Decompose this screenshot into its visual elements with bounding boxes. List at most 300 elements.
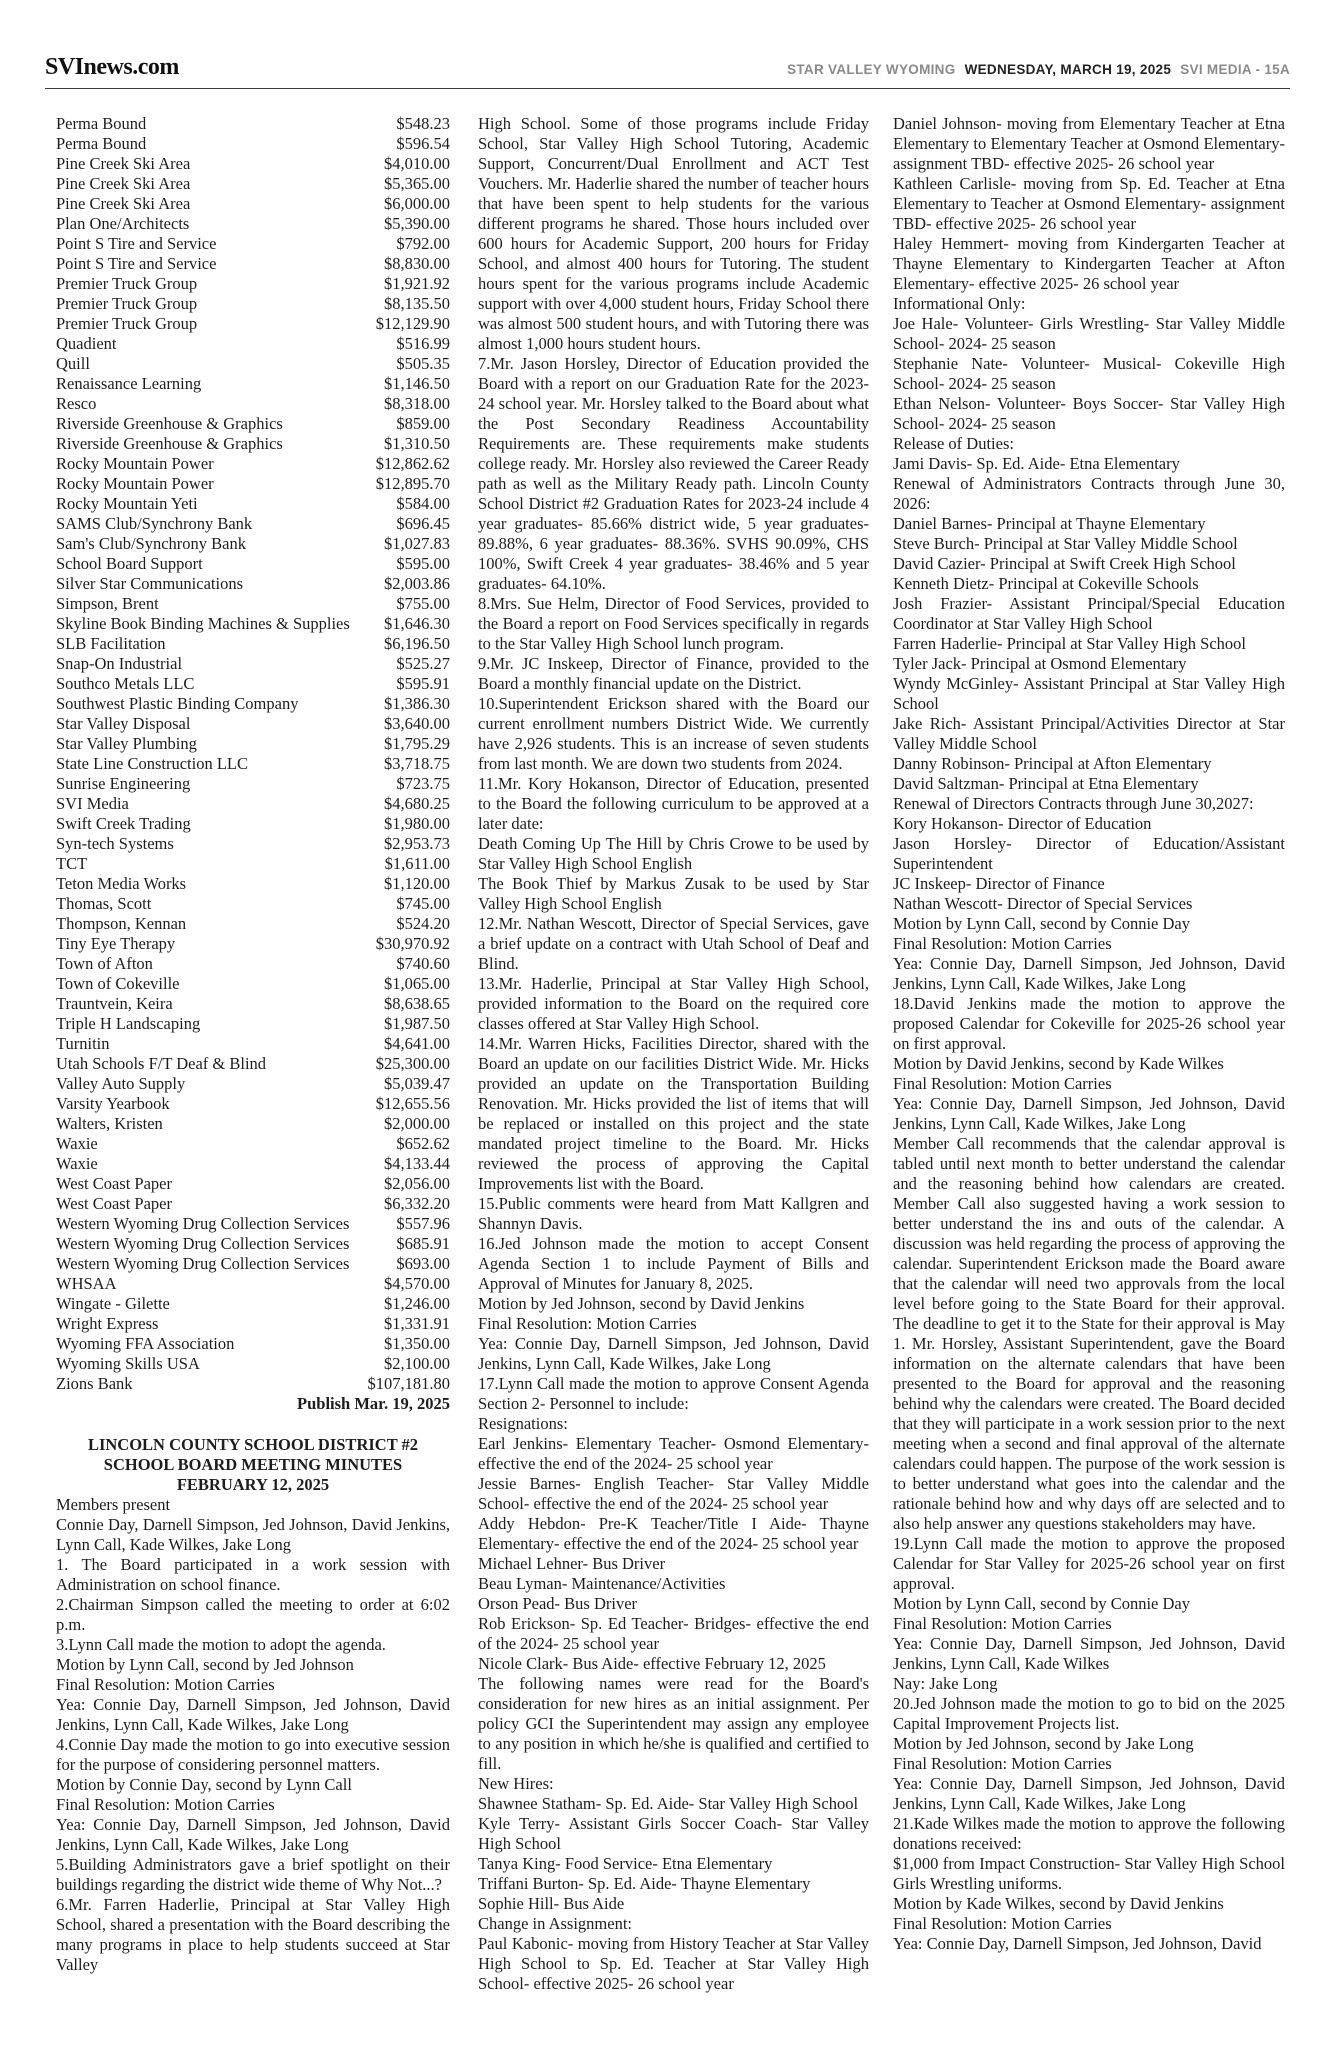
minutes-paragraph: 15.Public comments were heard from Matt Kallgren and Shannyn Davis. xyxy=(478,1194,869,1233)
bill-row xyxy=(56,954,450,974)
bill-row xyxy=(56,634,450,654)
minutes-title-line: SCHOOL BOARD MEETING MINUTES xyxy=(103,1455,403,1474)
vendor-name: Simpson, Brent xyxy=(56,594,159,613)
vendor-name: Walters, Kristen xyxy=(56,1114,163,1133)
bill-amount: $1,146.50 xyxy=(384,374,450,393)
vendor-name: Perma Bound xyxy=(56,114,147,133)
minutes-paragraph: Yea: Connie Day, Darnell Simpson, Jed Johnson, David Jenkins, Lynn Call, Kade Wilkes, Jake Long xyxy=(56,1695,450,1734)
bill-amount: $8,318.00 xyxy=(384,394,450,413)
vendor-name: Point S Tire and Service xyxy=(56,254,217,273)
bill-row xyxy=(56,594,450,614)
masthead xyxy=(787,62,1290,77)
bill-row xyxy=(56,274,450,294)
minutes-paragraph: Danny Robinson- Principal at Afton Elementary xyxy=(893,754,1212,773)
bill-row xyxy=(56,394,450,414)
minutes-paragraph: David Saltzman- Principal at Etna Elementary xyxy=(893,774,1199,793)
bill-amount: $859.00 xyxy=(396,414,450,433)
bill-row xyxy=(56,874,450,894)
bill-row xyxy=(56,794,450,814)
minutes-paragraph: Kenneth Dietz- Principal at Cokeville Schools xyxy=(893,574,1199,593)
minutes-paragraph: Final Resolution: Motion Carries xyxy=(56,1795,275,1814)
bill-row xyxy=(56,1274,450,1294)
vendor-name: Pine Creek Ski Area xyxy=(56,174,191,193)
minutes-paragraph: Connie Day, Darnell Simpson, Jed Johnson, David Jenkins, Lynn Call, Kade Wilkes, Jake Long xyxy=(56,1515,450,1554)
vendor-name: Perma Bound xyxy=(56,134,147,153)
vendor-name: Renaissance Learning xyxy=(56,374,202,393)
bill-row xyxy=(56,114,450,134)
bill-amount: $723.75 xyxy=(396,774,450,793)
minutes-paragraph: Motion by David Jenkins, second by Kade Wilkes xyxy=(893,1054,1224,1073)
minutes-paragraph: Motion by Jed Johnson, second by Jake Long xyxy=(893,1734,1194,1753)
bill-row xyxy=(56,214,450,234)
bill-amount: $8,135.50 xyxy=(384,294,450,313)
vendor-name: SLB Facilitation xyxy=(56,634,166,653)
minutes-paragraph: Final Resolution: Motion Carries xyxy=(893,1614,1112,1633)
bill-amount: $4,010.00 xyxy=(384,154,450,173)
bill-amount: $5,365.00 xyxy=(384,174,450,193)
minutes-title xyxy=(56,1435,450,1495)
minutes-paragraph: Yea: Connie Day, Darnell Simpson, Jed Johnson, David Jenkins, Lynn Call, Kade Wilkes, Jake Long xyxy=(893,1094,1285,1133)
vendor-name: Swift Creek Trading xyxy=(56,814,191,833)
minutes-paragraph: Kory Hokanson- Director of Education xyxy=(893,814,1152,833)
bill-amount: $4,133.44 xyxy=(384,1154,450,1173)
bill-row xyxy=(56,994,450,1014)
minutes-paragraph: Motion by Connie Day, second by Lynn Call xyxy=(56,1775,352,1794)
bill-row xyxy=(56,1174,450,1194)
bill-amount: $12,862.62 xyxy=(375,454,450,473)
vendor-name: Thompson, Kennan xyxy=(56,914,187,933)
publish-line: Publish Mar. 19, 2025 xyxy=(297,1394,450,1413)
bill-row xyxy=(56,1314,450,1334)
vendor-name: Snap-On Industrial xyxy=(56,654,183,673)
minutes-paragraph: Nay: Jake Long xyxy=(893,1674,998,1693)
minutes-paragraph: Renewal of Administrators Contracts through June 30, 2026: xyxy=(893,474,1285,513)
minutes-paragraph: Wyndy McGinley- Assistant Principal at Star Valley High School xyxy=(893,674,1285,713)
bill-amount: $755.00 xyxy=(396,594,450,613)
minutes-paragraph: Stephanie Nate- Volunteer- Musical- Cokeville High School- 2024- 25 season xyxy=(893,354,1285,393)
bill-amount: $524.20 xyxy=(396,914,450,933)
bill-amount: $693.00 xyxy=(396,1254,450,1273)
vendor-name: Triple H Landscaping xyxy=(56,1014,201,1033)
bill-row xyxy=(56,454,450,474)
bill-amount: $525.27 xyxy=(396,654,450,673)
bill-amount: $1,027.83 xyxy=(384,534,450,553)
bill-row xyxy=(56,1094,450,1114)
column-middle xyxy=(478,114,869,1994)
vendor-name: Trauntvein, Keira xyxy=(56,994,173,1013)
column-right xyxy=(893,114,1285,1954)
minutes-paragraph: Change in Assignment: xyxy=(478,1914,632,1933)
bill-amount: $696.45 xyxy=(396,514,450,533)
vendor-name: Plan One/Architects xyxy=(56,214,190,233)
bill-row xyxy=(56,974,450,994)
minutes-paragraph: 5.Building Administrators gave a brief spotlight on their buildings regarding the district wide theme of Why Not...? xyxy=(56,1855,450,1894)
minutes-paragraph: Kyle Terry- Assistant Girls Soccer Coach- Star Valley High School xyxy=(478,1814,869,1853)
bill-row xyxy=(56,414,450,434)
bill-amount: $107,181.80 xyxy=(367,1374,450,1393)
bill-amount: $4,641.00 xyxy=(384,1034,450,1053)
vendor-name: Tiny Eye Therapy xyxy=(56,934,176,953)
bill-row xyxy=(56,574,450,594)
minutes-paragraph: 1. The Board participated in a work session with Administration on school finance. xyxy=(56,1555,450,1594)
minutes-paragraph: The Book Thief by Markus Zusak to be used by Star Valley High School English xyxy=(478,874,869,913)
bill-amount: $5,390.00 xyxy=(384,214,450,233)
vendor-name: Point S Tire and Service xyxy=(56,234,217,253)
vendor-name: Valley Auto Supply xyxy=(56,1074,186,1093)
column-left xyxy=(56,114,450,1975)
bill-row xyxy=(56,814,450,834)
vendor-name: Premier Truck Group xyxy=(56,314,198,333)
bill-row xyxy=(56,934,450,954)
vendor-name: Premier Truck Group xyxy=(56,274,198,293)
bill-amount: $1,987.50 xyxy=(384,1014,450,1033)
minutes-paragraph: Daniel Johnson- moving from Elementary Teacher at Etna Elementary to Elementary Teacher at Osmond Elementary- assignment TBD- effective 2025- 26 school year xyxy=(893,114,1285,173)
vendor-name: Star Valley Disposal xyxy=(56,714,191,733)
masthead-date: WEDNESDAY, MARCH 19, 2025 xyxy=(964,62,1172,77)
minutes-title-line: LINCOLN COUNTY SCHOOL DISTRICT #2 xyxy=(87,1435,419,1454)
bill-row xyxy=(56,1014,450,1034)
vendor-name: WHSAA xyxy=(56,1274,117,1293)
bill-amount: $745.00 xyxy=(396,894,450,913)
bill-row xyxy=(56,474,450,494)
bill-row xyxy=(56,1114,450,1134)
bill-amount: $1,980.00 xyxy=(384,814,450,833)
vendor-name: Southco Metals LLC xyxy=(56,674,195,693)
bill-row xyxy=(56,1154,450,1174)
bill-row xyxy=(56,694,450,714)
bill-amount: $1,921.92 xyxy=(384,274,450,293)
bill-amount: $6,332.20 xyxy=(384,1194,450,1213)
vendor-name: Quill xyxy=(56,354,90,373)
bill-amount: $1,646.30 xyxy=(384,614,450,633)
bills-list xyxy=(56,114,450,1394)
bill-row xyxy=(56,614,450,634)
vendor-name: Western Wyoming Drug Collection Services xyxy=(56,1234,350,1253)
bill-row xyxy=(56,1214,450,1234)
vendor-name: Sam's Club/Synchrony Bank xyxy=(56,534,246,553)
vendor-name: Riverside Greenhouse & Graphics xyxy=(56,414,283,433)
minutes-paragraph: Beau Lyman- Maintenance/Activities xyxy=(478,1574,726,1593)
bill-amount: $792.00 xyxy=(396,234,450,253)
minutes-paragraph: Ethan Nelson- Volunteer- Boys Soccer- Star Valley High School- 2024- 25 season xyxy=(893,394,1285,433)
vendor-name: Town of Afton xyxy=(56,954,153,973)
vendor-name: Turnitin xyxy=(56,1034,110,1053)
bill-row xyxy=(56,314,450,334)
bill-row xyxy=(56,1334,450,1354)
minutes-paragraph: Death Coming Up The Hill by Chris Crowe to be used by Star Valley High School English xyxy=(478,834,869,873)
bill-row xyxy=(56,154,450,174)
bill-amount: $12,895.70 xyxy=(375,474,450,493)
bill-row xyxy=(56,714,450,734)
minutes-paragraph: 21.Kade Wilkes made the motion to approve the following donations received: xyxy=(893,1814,1285,1853)
bill-amount: $2,000.00 xyxy=(384,1114,450,1133)
minutes-paragraph: JC Inskeep- Director of Finance xyxy=(893,874,1105,893)
bill-row xyxy=(56,514,450,534)
bill-amount: $584.00 xyxy=(396,494,450,513)
bill-amount: $1,331.91 xyxy=(384,1314,450,1333)
bill-row xyxy=(56,1194,450,1214)
vendor-name: Utah Schools F/T Deaf & Blind xyxy=(56,1054,267,1073)
bill-amount: $6,000.00 xyxy=(384,194,450,213)
bill-amount: $3,718.75 xyxy=(384,754,450,773)
minutes-paragraph: Earl Jenkins- Elementary Teacher- Osmond Elementary- effective the end of the 2024- 25 school year xyxy=(478,1434,869,1473)
minutes-paragraph: Motion by Lynn Call, second by Jed Johnson xyxy=(56,1655,354,1674)
bill-row xyxy=(56,1234,450,1254)
minutes-paragraph: Haley Hemmert- moving from Kindergarten Teacher at Thayne Elementary to Kindergarten Teacher at Afton Elementary- effective 2025- 26 school year xyxy=(893,234,1285,293)
bill-row xyxy=(56,1254,450,1274)
bill-amount: $1,310.50 xyxy=(384,434,450,453)
minutes-title-line: FEBRUARY 12, 2025 xyxy=(176,1475,330,1494)
minutes-paragraph: Motion by Kade Wilkes, second by David Jenkins xyxy=(893,1894,1224,1913)
minutes-paragraph: 16.Jed Johnson made the motion to accept Consent Agenda Section 1 to include Payment of Bills and Approval of Minutes for January 8, 2025. xyxy=(478,1234,869,1293)
vendor-name: Rocky Mountain Yeti xyxy=(56,494,198,513)
minutes-paragraph: Final Resolution: Motion Carries xyxy=(893,1754,1112,1773)
bill-row xyxy=(56,1034,450,1054)
minutes-paragraph: 4.Connie Day made the motion to go into executive session for the purpose of considering personnel matters. xyxy=(56,1735,450,1774)
minutes-left-text xyxy=(56,1495,450,1975)
bill-amount: $1,246.00 xyxy=(384,1294,450,1313)
vendor-name: Premier Truck Group xyxy=(56,294,198,313)
minutes-paragraph: Resignations: xyxy=(478,1414,568,1433)
minutes-paragraph: Yea: Connie Day, Darnell Simpson, Jed Johnson, David Jenkins, Lynn Call, Kade Wilkes xyxy=(893,1634,1285,1673)
minutes-paragraph: Jake Rich- Assistant Principal/Activities Director at Star Valley Middle School xyxy=(893,714,1285,753)
minutes-paragraph: 6.Mr. Farren Haderlie, Principal at Star Valley High School, shared a presentation with the Board describing the many programs in place to help students succeed at Star Valley xyxy=(56,1895,450,1974)
minutes-paragraph: Final Resolution: Motion Carries xyxy=(56,1675,275,1694)
minutes-paragraph: David Cazier- Principal at Swift Creek High School xyxy=(893,554,1236,573)
bill-row xyxy=(56,1074,450,1094)
vendor-name: Town of Cokeville xyxy=(56,974,180,993)
bill-amount: $652.62 xyxy=(396,1134,450,1153)
bill-amount: $505.35 xyxy=(396,354,450,373)
bill-amount: $2,953.73 xyxy=(384,834,450,853)
bill-amount: $595.91 xyxy=(396,674,450,693)
bill-row xyxy=(56,1134,450,1154)
bill-row xyxy=(56,174,450,194)
bill-amount: $30,970.92 xyxy=(375,934,450,953)
minutes-paragraph: 2.Chairman Simpson called the meeting to order at 6:02 p.m. xyxy=(56,1595,450,1634)
bill-row xyxy=(56,674,450,694)
vendor-name: Wright Express xyxy=(56,1314,159,1333)
bill-amount: $740.60 xyxy=(396,954,450,973)
bill-row xyxy=(56,774,450,794)
bill-row xyxy=(56,234,450,254)
bill-amount: $2,056.00 xyxy=(384,1174,450,1193)
bill-row xyxy=(56,854,450,874)
minutes-paragraph: Shawnee Statham- Sp. Ed. Aide- Star Valley High School xyxy=(478,1794,859,1813)
vendor-name: School Board Support xyxy=(56,554,203,573)
vendor-name: Star Valley Plumbing xyxy=(56,734,197,753)
minutes-paragraph: Informational Only: xyxy=(893,294,1026,313)
bill-row xyxy=(56,434,450,454)
masthead-page: SVI MEDIA - 15A xyxy=(1180,62,1290,77)
bill-row xyxy=(56,654,450,674)
bill-amount: $1,795.29 xyxy=(384,734,450,753)
minutes-paragraph: 9.Mr. JC Inskeep, Director of Finance, provided to the Board a monthly financial update on the District. xyxy=(478,654,869,693)
minutes-paragraph: Jason Horsley- Director of Education/Assistant Superintendent xyxy=(893,834,1285,873)
vendor-name: West Coast Paper xyxy=(56,1174,172,1193)
minutes-paragraph: Michael Lehner- Bus Driver xyxy=(478,1554,666,1573)
minutes-paragraph: Jessie Barnes- English Teacher- Star Valley Middle School- effective the end of the 2024- 25 school year xyxy=(478,1474,869,1513)
minutes-paragraph: New Hires: xyxy=(478,1774,554,1793)
bill-row xyxy=(56,374,450,394)
bill-row xyxy=(56,494,450,514)
minutes-paragraph: The following names were read for the Board's consideration for new hires as an initial assignment. Per policy GCI the Superintendent may assign any employee to any position in which he/she is qualified and certified to fill. xyxy=(478,1674,869,1773)
vendor-name: Waxie xyxy=(56,1134,98,1153)
minutes-paragraph: 12.Mr. Nathan Wescott, Director of Special Services, gave a brief update on a contract with Utah School of Deaf and Blind. xyxy=(478,914,869,973)
minutes-paragraph: Steve Burch- Principal at Star Valley Middle School xyxy=(893,534,1238,553)
bill-row xyxy=(56,134,450,154)
site-logo: SVInews.com xyxy=(45,54,179,80)
minutes-paragraph: 8.Mrs. Sue Helm, Director of Food Services, provided to the Board a report on Food Services specifically in regards to the Star Valley High School lunch program. xyxy=(478,594,869,653)
bill-row xyxy=(56,914,450,934)
vendor-name: SVI Media xyxy=(56,794,129,813)
minutes-paragraph: Josh Frazier- Assistant Principal/Special Education Coordinator at Star Valley High School xyxy=(893,594,1285,633)
minutes-paragraph: Motion by Jed Johnson, second by David Jenkins xyxy=(478,1294,805,1313)
minutes-paragraph: Addy Hebdon- Pre-K Teacher/Title I Aide- Thayne Elementary- effective the end of the 2024- 25 school year xyxy=(478,1514,869,1553)
bill-amount: $4,570.00 xyxy=(384,1274,450,1293)
bill-amount: $1,065.00 xyxy=(384,974,450,993)
bill-amount: $2,003.86 xyxy=(384,574,450,593)
minutes-paragraph: Tyler Jack- Principal at Osmond Elementary xyxy=(893,654,1187,673)
bill-amount: $6,196.50 xyxy=(384,634,450,653)
vendor-name: Rocky Mountain Power xyxy=(56,454,214,473)
bill-row xyxy=(56,534,450,554)
bill-amount: $1,350.00 xyxy=(384,1334,450,1353)
minutes-paragraph: Paul Kabonic- moving from History Teacher at Star Valley High School to Sp. Ed. Teacher at Star Valley High School- effective 2025- 26 school year xyxy=(478,1934,869,1993)
bill-amount: $1,120.00 xyxy=(384,874,450,893)
minutes-paragraph: Yea: Connie Day, Darnell Simpson, Jed Johnson, David Jenkins, Lynn Call, Kade Wilkes, Jake Long xyxy=(478,1334,869,1373)
bill-amount: $5,039.47 xyxy=(384,1074,450,1093)
vendor-name: Varsity Yearbook xyxy=(56,1094,170,1113)
bill-row xyxy=(56,334,450,354)
bill-amount: $3,640.00 xyxy=(384,714,450,733)
vendor-name: Western Wyoming Drug Collection Services xyxy=(56,1254,350,1273)
vendor-name: Resco xyxy=(56,394,97,413)
bill-amount: $685.91 xyxy=(396,1234,450,1253)
header-divider xyxy=(45,88,1290,89)
bill-amount: $596.54 xyxy=(396,134,450,153)
bill-amount: $548.23 xyxy=(396,114,450,133)
bill-row xyxy=(56,1374,450,1394)
minutes-paragraph: 18.David Jenkins made the motion to approve the proposed Calendar for Cokeville for 2025-26 school year on first approval. xyxy=(893,994,1285,1053)
bill-row xyxy=(56,554,450,574)
minutes-paragraph: Nathan Wescott- Director of Special Services xyxy=(893,894,1193,913)
minutes-paragraph: Final Resolution: Motion Carries xyxy=(893,934,1112,953)
minutes-paragraph: 7.Mr. Jason Horsley, Director of Education provided the Board with a report on our Graduation Rate for the 2023-24 school year. Mr. Horsley talked to the Board about what the Post Secondary Readiness Accountability Requirements are. These requirements make students college ready. Mr. Horsley also reviewed the Career Ready path as well as the Military Ready path. Lincoln County School District #2 Graduation Rates for 2023-24 include 4 year graduates- 85.66% district wide, 5 year graduates- 89.88%, 6 year graduates- 88.36%. SVHS 90.09%, CHS 100%, Swift Creek 4 year graduates- 38.46% and 5 year graduates- 64.10%. xyxy=(478,354,869,593)
bill-amount: $8,638.65 xyxy=(384,994,450,1013)
minutes-paragraph: Farren Haderlie- Principal at Star Valley High School xyxy=(893,634,1246,653)
minutes-paragraph: Joe Hale- Volunteer- Girls Wrestling- Star Valley Middle School- 2024- 25 season xyxy=(893,314,1285,353)
vendor-name: Western Wyoming Drug Collection Services xyxy=(56,1214,350,1233)
bill-amount: $12,129.90 xyxy=(375,314,450,333)
vendor-name: TCT xyxy=(56,854,88,873)
bill-amount: $1,386.30 xyxy=(384,694,450,713)
bill-amount: $8,830.00 xyxy=(384,254,450,273)
minutes-paragraph: Members present xyxy=(56,1495,171,1514)
bill-row xyxy=(56,894,450,914)
minutes-paragraph: 10.Superintendent Erickson shared with the Board our current enrollment numbers District Wide. We currently have 2,926 students. This is an increase of seven students from last month. We are down two students from 2024. xyxy=(478,694,869,773)
vendor-name: SAMS Club/Synchrony Bank xyxy=(56,514,253,533)
minutes-paragraph: Motion by Lynn Call, second by Connie Day xyxy=(893,914,1190,933)
minutes-paragraph: High School. Some of those programs include Friday School, Star Valley High School Tutoring, Academic Support, Concurrent/Dual Enrollment and ACT Test Vouchers. Mr. Haderlie shared the number of teacher hours that have been spent to help students for the various different programs he shared. Those hours included over 600 hours for Academic Support, 200 hours for Friday School, and almost 400 hours for Tutoring. The student hours spent for the various programs include Academic support with over 4,000 student hours, Friday School there was almost 500 student hours, and with Tutoring there was almost 1,000 hours student hours. xyxy=(478,114,869,353)
vendor-name: Pine Creek Ski Area xyxy=(56,154,191,173)
minutes-paragraph: Tanya King- Food Service- Etna Elementary xyxy=(478,1854,773,1873)
vendor-name: Wyoming FFA Association xyxy=(56,1334,235,1353)
vendor-name: Rocky Mountain Power xyxy=(56,474,214,493)
bill-row xyxy=(56,734,450,754)
minutes-paragraph: Final Resolution: Motion Carries xyxy=(478,1314,697,1333)
minutes-paragraph: 3.Lynn Call made the motion to adopt the agenda. xyxy=(56,1635,386,1654)
vendor-name: Silver Star Communications xyxy=(56,574,243,593)
vendor-name: State Line Construction LLC xyxy=(56,754,249,773)
vendor-name: Teton Media Works xyxy=(56,874,187,893)
minutes-paragraph: $1,000 from Impact Construction- Star Valley High School Girls Wrestling uniforms. xyxy=(893,1854,1285,1893)
bill-row xyxy=(56,194,450,214)
minutes-paragraph: Yea: Connie Day, Darnell Simpson, Jed Johnson, David Jenkins, Lynn Call, Kade Wilkes, Jake Long xyxy=(893,954,1285,993)
masthead-region: STAR VALLEY WYOMING xyxy=(787,62,956,77)
bill-amount: $2,100.00 xyxy=(384,1354,450,1373)
minutes-paragraph: Jami Davis- Sp. Ed. Aide- Etna Elementary xyxy=(893,454,1180,473)
minutes-paragraph: Rob Erickson- Sp. Ed Teacher- Bridges- effective the end of the 2024- 25 school year xyxy=(478,1614,869,1653)
minutes-paragraph: Final Resolution: Motion Carries xyxy=(893,1074,1112,1093)
minutes-paragraph: 11.Mr. Kory Hokanson, Director of Education, presented to the Board the following curriculum to be approved at a later date: xyxy=(478,774,869,833)
minutes-paragraph: Renewal of Directors Contracts through June 30,2027: xyxy=(893,794,1254,813)
bill-amount: $12,655.56 xyxy=(375,1094,450,1113)
minutes-paragraph: Sophie Hill- Bus Aide xyxy=(478,1894,625,1913)
minutes-paragraph: Motion by Lynn Call, second by Connie Day xyxy=(893,1594,1190,1613)
vendor-name: Zions Bank xyxy=(56,1374,133,1393)
minutes-right-text xyxy=(893,114,1285,1954)
vendor-name: Pine Creek Ski Area xyxy=(56,194,191,213)
minutes-paragraph: Kathleen Carlisle- moving from Sp. Ed. Teacher at Etna Elementary to Teacher at Osmond Elementary- assignment TBD- effective 2025- 26 school year xyxy=(893,174,1285,233)
vendor-name: Syn-tech Systems xyxy=(56,834,174,853)
vendor-name: Wyoming Skills USA xyxy=(56,1354,200,1373)
minutes-paragraph: Yea: Connie Day, Darnell Simpson, Jed Johnson, David Jenkins, Lynn Call, Kade Wilkes, Jake Long xyxy=(893,1774,1285,1813)
bill-amount: $4,680.25 xyxy=(384,794,450,813)
bill-row xyxy=(56,354,450,374)
bill-row xyxy=(56,1354,450,1374)
minutes-paragraph: 20.Jed Johnson made the motion to go to bid on the 2025 Capital Improvement Projects list. xyxy=(893,1694,1285,1733)
vendor-name: Quadient xyxy=(56,334,117,353)
vendor-name: Southwest Plastic Binding Company xyxy=(56,694,299,713)
vendor-name: Sunrise Engineering xyxy=(56,774,191,793)
bill-row xyxy=(56,754,450,774)
bill-row xyxy=(56,834,450,854)
minutes-paragraph: 14.Mr. Warren Hicks, Facilities Director, shared with the Board an update on our facilities District Wide. Mr. Hicks provided an update on the Transportation Building Renovation. Mr. Hicks provided the list of items that will be replaced or installed on this project and the state mandated project timeline to the Board. Mr. Hicks reviewed the process of approving the Capital Improvements list with the Board. xyxy=(478,1034,869,1193)
vendor-name: Waxie xyxy=(56,1154,98,1173)
minutes-paragraph: Daniel Barnes- Principal at Thayne Elementary xyxy=(893,514,1206,533)
vendor-name: Thomas, Scott xyxy=(56,894,152,913)
minutes-paragraph: Yea: Connie Day, Darnell Simpson, Jed Johnson, David xyxy=(893,1934,1262,1953)
minutes-paragraph: Yea: Connie Day, Darnell Simpson, Jed Johnson, David Jenkins, Lynn Call, Kade Wilkes, Jake Long xyxy=(56,1815,450,1854)
minutes-paragraph: Member Call recommends that the calendar approval is tabled until next month to better understand the calendar and the reasoning behind how calendars are created. Member Call also suggested having a work session to better understand the ins and outs of the calendar. A discussion was held regarding the process of approving the calendar. Superintendent Erickson made the Board aware that the calendar will need two approvals from the local level before going to the State Board for their approval. The deadline to get it to the State for their approval is May 1. Mr. Horsley, Assistant Superintendent, gave the Board information on the alternate calendars that have been presented to the Board for approval and the reasoning behind why the calendars were created. The Board decided that they will participate in a work session prior to the next meeting when a second and final approval of the alternate calendars could happen. The purpose of the work session is to better understand what goes into the calendar and the rationale behind how and why days off are selected and to also help answer any questions stakeholders may have. xyxy=(893,1134,1285,1533)
vendor-name: Wingate - Gilette xyxy=(56,1294,170,1313)
minutes-paragraph: Orson Pead- Bus Driver xyxy=(478,1594,638,1613)
bill-row xyxy=(56,294,450,314)
bill-row xyxy=(56,1054,450,1074)
bill-amount: $1,611.00 xyxy=(384,854,450,873)
minutes-middle-text xyxy=(478,114,869,1994)
minutes-paragraph: Nicole Clark- Bus Aide- effective February 12, 2025 xyxy=(478,1654,826,1673)
bill-row xyxy=(56,254,450,274)
minutes-paragraph: 13.Mr. Haderlie, Principal at Star Valley High School, provided information to the Board on the required core classes offered at Star Valley High School. xyxy=(478,974,869,1033)
vendor-name: Riverside Greenhouse & Graphics xyxy=(56,434,283,453)
minutes-paragraph: Triffani Burton- Sp. Ed. Aide- Thayne Elementary xyxy=(478,1874,811,1893)
minutes-paragraph: 19.Lynn Call made the motion to approve the proposed Calendar for Star Valley for 2025-26 school year on first approval. xyxy=(893,1534,1285,1593)
vendor-name: Skyline Book Binding Machines & Supplies xyxy=(56,614,350,633)
minutes-paragraph: 17.Lynn Call made the motion to approve Consent Agenda Section 2- Personnel to include: xyxy=(478,1374,869,1413)
bill-amount: $25,300.00 xyxy=(375,1054,450,1073)
